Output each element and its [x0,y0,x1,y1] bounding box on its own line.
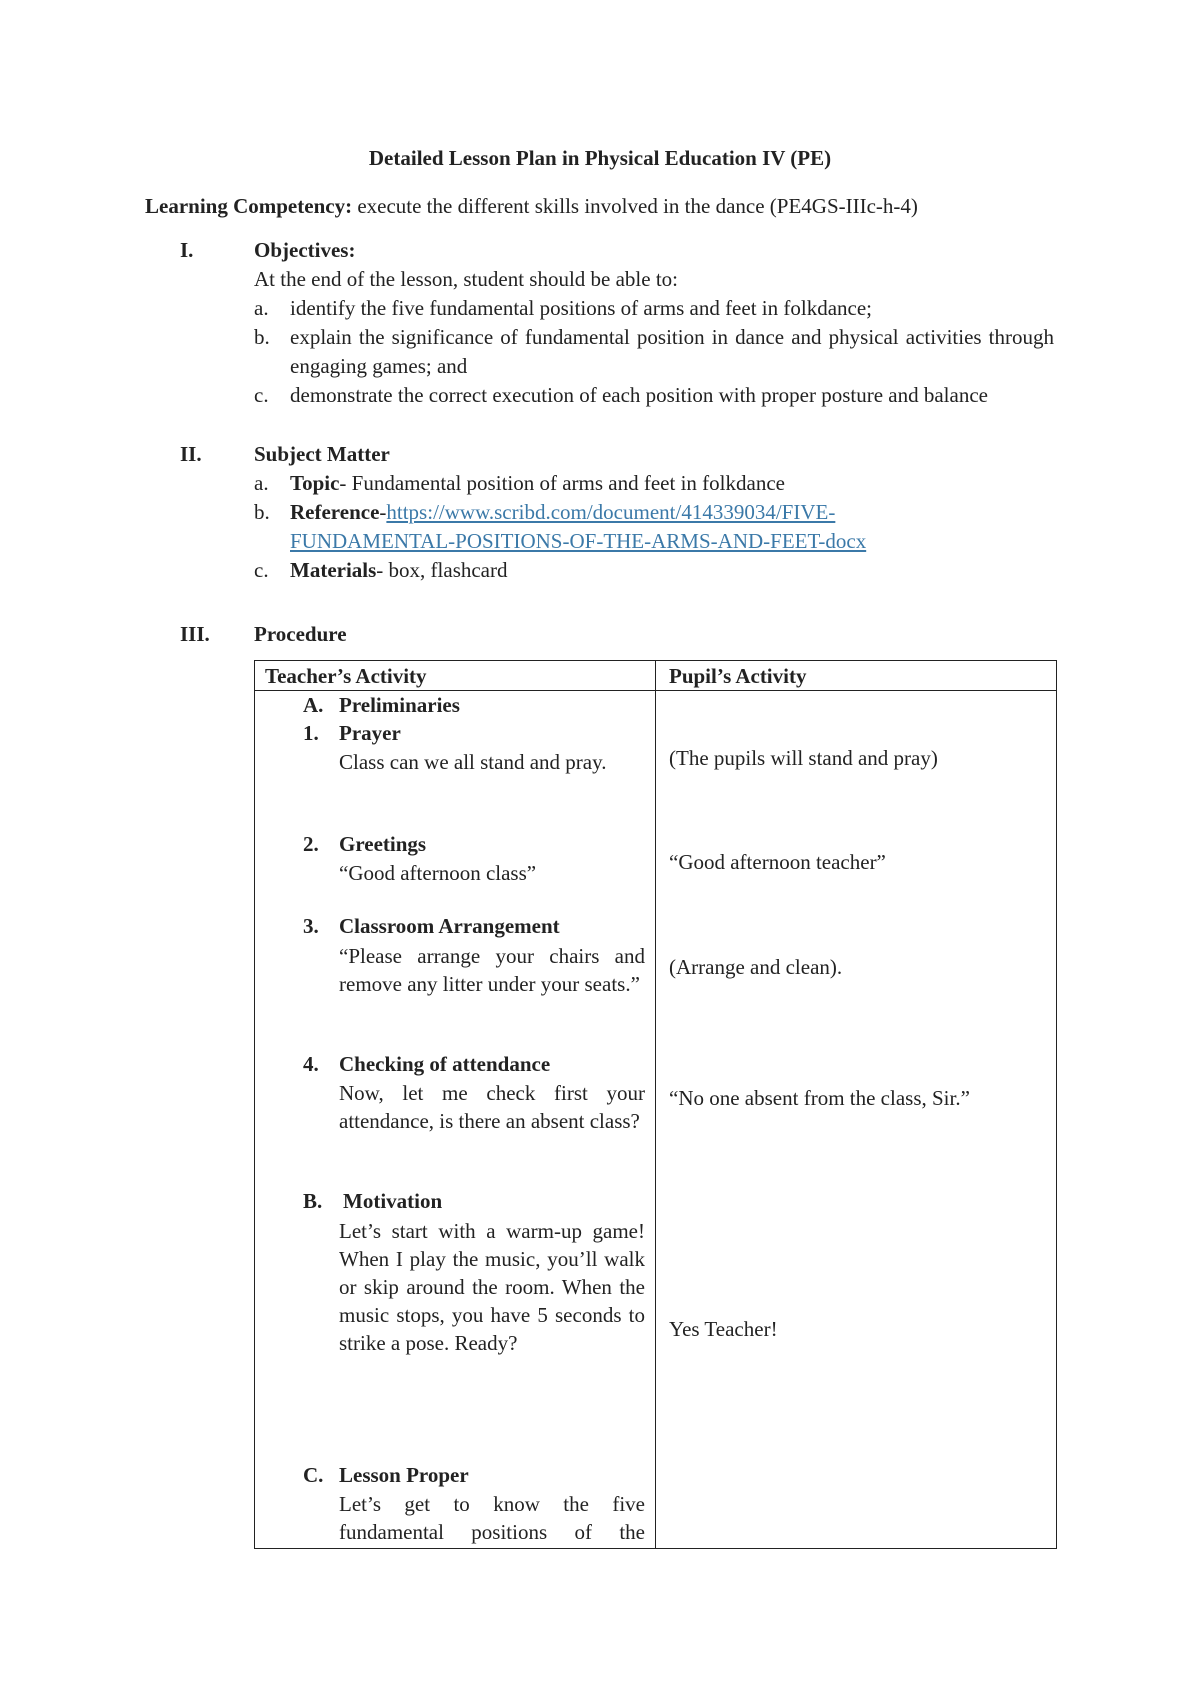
header-teacher-activity: Teacher’s Activity [265,664,427,688]
subject-materials [254,556,1054,585]
procedure-number: III. [180,622,210,646]
objective-letter: c. [254,383,269,407]
header-pupil-activity: Pupil’s Activity [669,664,807,688]
objective-letter: a. [254,296,269,320]
objectives-intro: At the end of the lesson, student should be able to: [254,267,679,291]
motivation-pupil-response: Yes Teacher! [669,1317,778,1341]
pupil-response: “No one absent from the class, Sir.” [669,1086,970,1110]
lesson-title: Lesson Proper [339,1463,469,1487]
reference-link[interactable]: https://www.scribd.com/document/414339034/FIVE- [386,500,836,524]
subject-number: II. [180,442,202,466]
procedure-title: Procedure [254,622,347,646]
step-number: 2. [303,832,319,856]
subject-title: Subject Matter [254,442,390,466]
objective-item [254,323,1054,380]
table-header-divider [255,690,1056,691]
reference-separator: - [379,500,387,524]
objective-item [254,381,1054,410]
materials-letter: c. [254,558,269,582]
objective-text: explain the significance of fundamental position in dance and physical activities through engaging games; and [290,325,1054,378]
preliminaries-letter: A. [303,693,324,717]
teacher-text: “Please arrange your chairs and remove any litter under your seats.” [339,944,645,996]
step-title: Prayer [339,721,401,745]
materials-text: - box, flashcard [376,558,508,582]
reference-letter: b. [254,500,270,524]
objectives-title: Objectives: [254,238,356,262]
materials-label: Materials [290,558,377,582]
step-title: Greetings [339,832,427,856]
teacher-text: Class can we all stand and pray. [339,750,607,774]
preliminaries-title: Preliminaries [339,693,460,717]
subject-topic [254,469,1054,498]
competency-label: Learning Competency: [145,194,353,218]
step-number: 1. [303,721,319,745]
step-title: Classroom Arrangement [339,914,560,938]
teacher-text: Now, let me check first your attendance, is there an absent class? [339,1081,645,1133]
objective-text: identify the five fundamental positions of arms and feet in folkdance; [290,296,872,320]
pupil-response: (The pupils will stand and pray) [669,746,938,770]
step-title: Checking of attendance [339,1052,551,1076]
pupil-response: (Arrange and clean). [669,955,843,979]
motivation-title: Motivation [343,1189,443,1213]
reference-label: Reference [290,500,380,524]
objective-text: demonstrate the correct execution of each position with proper posture and balance [290,383,988,407]
pupil-response: “Good afternoon teacher” [669,850,886,874]
motivation-teacher-text: Let’s start with a warm-up game! When I play the music, you’ll walk or skip around the room. When the music stops, you have 5 seconds to strike a pose. Ready? [339,1219,645,1355]
motivation-letter: B. [303,1189,323,1213]
page-title: Detailed Lesson Plan in Physical Education IV (PE) [368,146,832,170]
topic-text: - Fundamental position of arms and feet in folkdance [339,471,785,495]
teacher-text: “Good afternoon class” [339,861,537,885]
topic-label: Topic [290,471,340,495]
subject-reference [254,498,1054,555]
procedure-table [254,660,1057,1549]
objectives-number: I. [180,238,194,262]
lesson-teacher-text: Let’s get to know the five fundamental positions of the [339,1492,645,1544]
table-column-divider [655,661,656,1548]
learning-competency [145,194,1105,219]
topic-letter: a. [254,471,269,495]
reference-link-continued[interactable]: FUNDAMENTAL-POSITIONS-OF-THE-ARMS-AND-FEET-docx [290,528,867,553]
objective-item [254,294,1054,323]
step-number: 3. [303,914,319,938]
step-number: 4. [303,1052,319,1076]
lesson-letter: C. [303,1463,324,1487]
competency-text: execute the different skills involved in the dance (PE4GS-IIIc-h-4) [352,194,918,218]
objective-letter: b. [254,325,270,349]
